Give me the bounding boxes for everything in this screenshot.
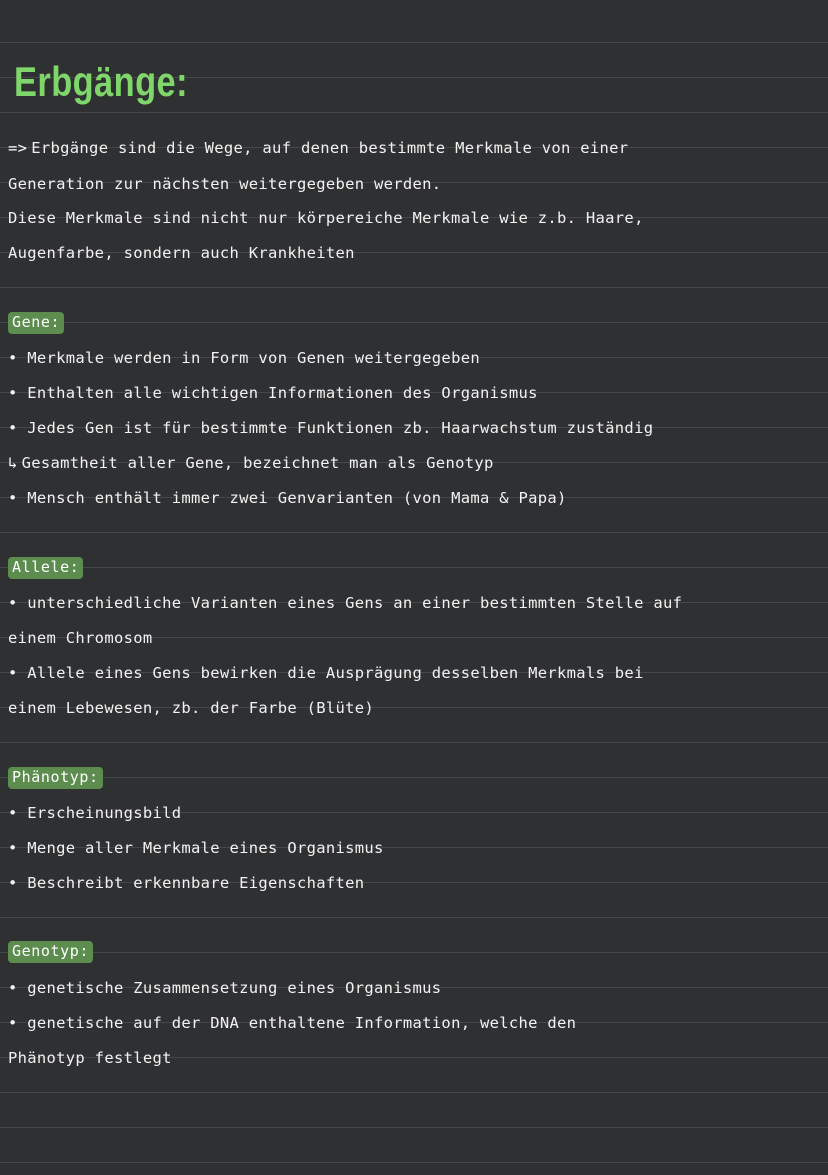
implication-arrow-icon: => [8,139,28,157]
genotyp-bullet-2-cont: Phänotyp festlegt [8,1049,172,1067]
return-arrow-icon: ↳ [8,454,18,472]
phaenotyp-bullet-2: • Menge aller Merkmale eines Organismus [8,838,798,858]
page-title: Erbgänge: [14,58,188,105]
phaenotyp-bullet-3: • Beschreibt erkennbare Eigenschaften [8,873,798,893]
genotyp-bullet-2: • genetische auf der DNA enthaltene Information, welche den [8,1013,798,1033]
allele-bullet-2-cont: einem Lebewesen, zb. der Farbe (Blüte) [8,699,375,717]
allele-bullet-2: • Allele eines Gens bewirken die Ausprägung desselben Merkmals bei [8,663,798,683]
gene-sub-line [8,453,798,473]
allele-bullet-1-cont: einem Chromosom [8,629,153,647]
phaenotyp-bullet-1: • Erscheinungsbild [8,803,798,823]
gene-bullet-5: • Mensch enthält immer zwei Genvarianten (von Mama & Papa) [8,488,798,508]
intro-line-1 [8,138,798,158]
intro-line-2: Generation zur nächsten weitergegeben werden. [8,175,442,193]
section-heading-phaenotyp: Phänotyp: [8,767,103,789]
intro-line-3: Diese Merkmale sind nicht nur körpereiche Merkmale wie z.b. Haare, [8,209,644,227]
gene-bullet-3: • Jedes Gen ist für bestimmte Funktionen zb. Haarwachstum zuständig [8,418,798,438]
gene-sub-text: Gesamtheit aller Gene, bezeichnet man als Genotyp [21,454,494,472]
section-heading-allele: Allele: [8,557,83,579]
section-heading-genotyp: Genotyp: [8,941,93,963]
intro-text-1: Erbgänge sind die Wege, auf denen bestimmte Merkmale von einer [31,139,629,157]
gene-bullet-2: • Enthalten alle wichtigen Informationen des Organismus [8,383,798,403]
gene-bullet-1: • Merkmale werden in Form von Genen weitergegeben [8,348,798,368]
genotyp-bullet-1: • genetische Zusammensetzung eines Organismus [8,978,798,998]
intro-line-4: Augenfarbe, sondern auch Krankheiten [8,244,355,262]
section-heading-gene: Gene: [8,312,64,334]
allele-bullet-1: • unterschiedliche Varianten eines Gens an einer bestimmten Stelle auf [8,593,798,613]
